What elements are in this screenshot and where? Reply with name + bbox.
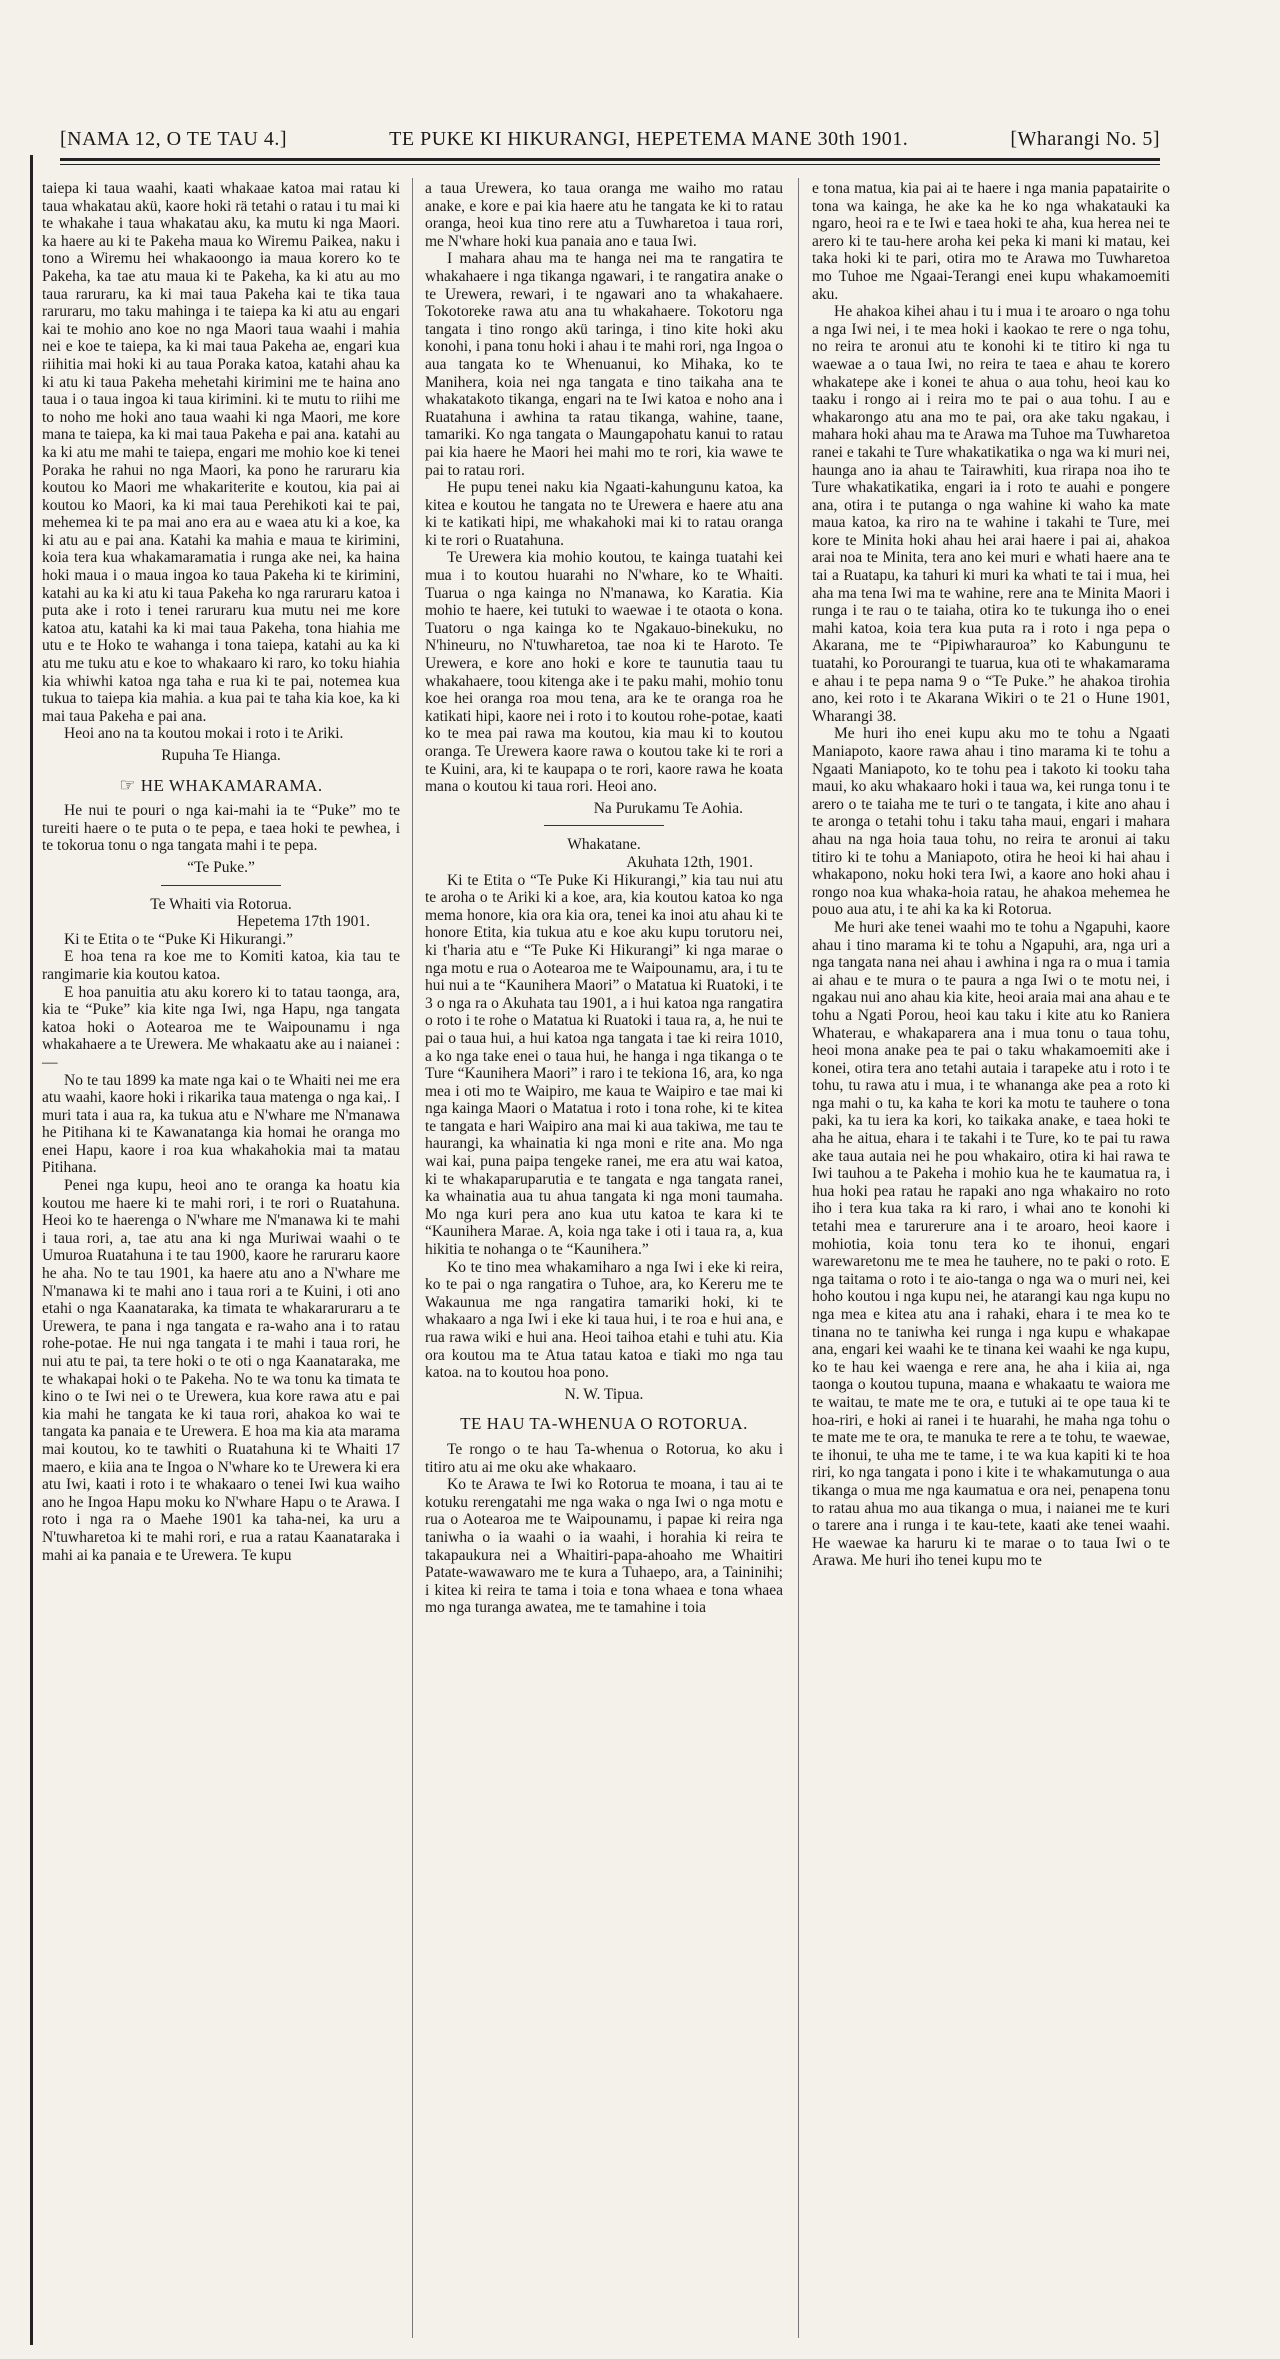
dateline-date: Akuhata 12th, 1901. xyxy=(626,853,753,871)
column-2 xyxy=(425,180,783,1617)
paragraph: e tona matua, kia pai ai te haere i nga mania papatairite o tona wa kainga, he ake ka he ko nga whakatauki ka ngaro, heoi ra e te Iwi e taea hoki te aha, kua herea nei te arero ki te tau-here aroha kei peka ki mani ki matau, kei taka hoki ki te pari, otira mo te Arawa mo Tuwharetoa mo Tuhoe me Ngaai-Terangi enei kupu whakamoemiti aku. xyxy=(812,180,1170,303)
paragraph: Me huri iho enei kupu aku mo te tohu a Ngaati Maniapoto, kaore rawa ahau i tino marama ki te tohu a Ngaati Maniapoto, ko te tohu pea i takoto ki tooku taha maui, ko aku whakaaro hoki i taua wa, kei runga tonu i te arero o te taiaha me te turi o te tangata, i kite ano ahau i te aronga o tetahi tohu i taku taha maui, engari i mahara ahau na nga hoia taua tohu, no reira te aronui ai taku titiro ki te tohu a Maniapoto, otira he heoi ki hai ahau i whakapono, noku hoki tera Iwi, a kaore ano hoki ahau i rongo noa kua whaka-hoia ratau, he ahakoa mehemea he pouo aua atu, i te ahi ka ka ki Rotorua. xyxy=(812,725,1170,919)
signature: Na Purukamu Te Aohia. xyxy=(593,799,743,817)
page-number: [Wharangi No. 5] xyxy=(1010,128,1160,150)
dateline-place: Te Whaiti via Rotorua. xyxy=(150,895,292,913)
column-1 xyxy=(42,180,400,1564)
paragraph: Ki te Etita o “Te Puke Ki Hikurangi,” kia tau nui atu te aroha o te Ariki ki a koe, ara, kia koutou katoa ko nga mema honore, kia ora kia ora, tenei ka inoi atu ahau ki te honore Etita, kia tukua atu e koe aku kupu torutoru nei, ki t'haria atu e “Te Puke Ki Hikurangi” ki nga marae o nga motu e rua o Aotearoa me te Waipounamu, ara, i tu te hui nui a te “Kaunihera Maori” o Matatua ki Ruatoki, i te 3 o nga ra o Akuhata tau 1901, a i hui katoa nga rangatira o roto i te rohe o Matatua ki Ruatoki i taua ra, a, he nui te pai o taua hui, a hui katoa nga tangata i tae ki reira 1010, a ko nga take enei o taua hui, he hanga i nga tikanga o te Ture “Kaunihera Maori” i raro i te tekiona 16, ara, ko nga mea i oti mo te Waipiro, me kaua te Waipiro e tae mai ki nga kainga Maori o Matatua i roto i tona rohe, ki te kitea te tangata e hari Waipiro ana mai ki aua takiwa, me tau te haurangi, ka whainatia ki nga moni e rite ana. Mo nga wai kai, puna paipa tengeke ranei, me era atu wai katoa, ki te whakaparuparutia e te tangata e nga tangata ranei, ka whainatia aua tu ahua tangata ki nga moni taumaha. Mo nga kuri pera ano kua utu katoa te kara ki te “Kaunihera Marae. A, koia nga take i oti i taua ra, a, kua hikitia te nohanga o te “Kaunihera.” xyxy=(425,871,783,1259)
divider xyxy=(544,825,664,826)
paragraph: I mahara ahau ma te hanga nei ma te rangatira te whakahaere i nga tikanga ngawari, i te rangatira anake o te Urewera, rewari, i te ngawari ano ta whakahaere. Tokotoreke rawa atu ana tu whakahaere. Tokotoru nga tangata i tino rongo akü taringa, i tino kite hoki aku konohi, i pana tonu hoki i ahau i te mahi rori, nga Ingoa o aua tangata ko te Whenuanui, ko Mihaka, ko te Manihera, koia nei nga tangata e tino taikaha ana te whakatakoto tikanga, engari na te Iwi katoa e noho ana i Ruatahuna i awhina ta ratau tikanga, wahine, taane, tamariki. Ko nga tangata o Maungapohatu kanui to ratau pai kia haere he Maori hei mahi mo te rori, kia wawe te pai to ratau rori. xyxy=(425,250,783,479)
dateline-date: Hepetema 17th 1901. xyxy=(236,913,370,931)
paragraph: E hoa panuitia atu aku korero ki to tatau taonga, ara, kia te “Puke” kia kite nga Iwi, nga Hapu, nga tangata katoa hoki o Aotearoa me te Waipounamu i nga whakahaere a te Urewera. Me whakaatu ake au i naianei :— xyxy=(42,983,400,1071)
signature: “Te Puke.” xyxy=(187,858,255,876)
paragraph: Ki te Etita o te “Puke Ki Hikurangi.” xyxy=(64,930,293,948)
section-heading: TE HAU TA-WHENUA O ROTORUA. xyxy=(460,1414,748,1434)
paragraph: Te Urewera kia mohio koutou, te kainga tuatahi kei mua i to koutou huarahi no N'whare, ko te Whaiti. Tuarua o nga kainga no N'manawa, ko Karatia. Kia mohio te haere, kei tutuki to waewae i te otaota o kona. Tuatoru o nga kainga ko te Ngakauo-binekuku, no N'hineuru, no N'tuwharetoa, tae noa ki te Haroto. Te Urewera, e kore ano hoki e kore te taunutia taau tu whakahaere, toou kitenga ake i te paku mahi, mohio tonu koe hei oranga roa mou tena, ara ke te oranga roa he katikati hipi, kaore nei i roto i to koutou rohe-potae, kaati ko te mea pai rawa ma koutou, kia mau ki to koutou oranga. Te Urewera kaore rawa o koutou take ki te rori a te Kuini, ara, ki te kaupapa o te rori, kaore rawa he koata mana o koutou ki taua rori. Heoi ano. xyxy=(425,549,783,796)
paragraph: Heoi ano na ta koutou mokai i roto i te Ariki. xyxy=(64,725,344,743)
newspaper-title: TE PUKE KI HIKURANGI, HEPETEMA MANE 30th 1901. xyxy=(389,128,909,150)
signature: Rupuha Te Hianga. xyxy=(161,747,281,764)
paragraph: He ahakoa kihei ahau i tu i mua i te aroaro o nga tohu a nga Iwi nei, i te mea hoki i kaokao te rere o nga tohu, no reira te aronui atu te konohi ki te titiro ki nga tu waewae a o taua Iwi, no reira te taea e ahau te korero whakatepe ake i konei te ahua o aua tohu, heoi kau ko taaku i rongo ai i reira mo te pai o aua tohu. I au e whakarongo atu ana mo te pai, ora ake taku ngakau, i mahara hoki ahau ma te Arawa ma Tuhoe ma Tuwharetoa ranei e takahi te Ture whakatikatika o nga wa ki muri nei, haunga ano ia ahau te Tairawhiti, kua rirapa noa iho te Ture whakatikatika, engari ia i roto te auahi e pongere ana, otira i te putanga o nga wahine ki waho ka mate maua katoa, ka riro na te wahine i takahi te Ture, mei kore te Minita hoki ahau hei arai haere i pai ai, ahakoa arai noa te Minita, tera ano kei muri e whati haere ana te tai a Ruatapu, ka tahuri ki muri ka whati te tai i mua, hei aha ma tena Iwi ma te wahine, rere ana te Minita Maori i runga i te rau o te taiaha, otira ko te tukunga iho o enei mahi katoa, koia tera kua puta ra i roto i nga pepa o Akarana, me te “Pipiwharauroa” ko Kabungunu te tuatahi, ko Porourangi te tuarua, kua oti te whakamarama e ahau i te pepa nama 9 o “Te Puke.” he ahakoa tirohia ano, kei roto i te Akarana Wikiri o te 21 o Hune 1901, Wharangi 38. xyxy=(812,303,1170,725)
paragraph: Ko te tino mea whakamiharo a nga Iwi i eke ki reira, ko te pai o nga rangatira o Tuhoe, ara, ko Kereru me te Wakaunua me nga rangatira tamariki hoki, ki te whakaaro a nga Iwi i eke ki taua hui, i te roa e hui ana, e rua rawa wiki e hui ana. Heoi taihoa etahi e tuhi atu. Kia ora koutou ma te Atua tatau katoa e tiaki mo nga tau katoa. na to koutou hoa pono. xyxy=(425,1258,783,1382)
column-divider xyxy=(798,178,799,2338)
paragraph: taiepa ki taua waahi, kaati whakaae katoa mai ratau ki taua whakatau akü, kaore hoki rä tetahi o ratau i tu mai ki te whakahe i taua whakatau aku, ka mutu ki nga Maori. ka haere au ki te Pakeha maua ko Wiremu Paikea, naku i tono a Wiremu hei whakaoongo ia maua korero ko te Pakeha, ka tae atu maua ki te Pakeha, ka ki atu au mo taua raruraru, ka ki mai taua Pakeha kai te tika taua raruraru, mo taku mahinga i te taiepa ka ki atu au engari kai te mohio ano koe no nga Maori taua waahi i mahia nei e koe te taiepa, ka ki mai taua Pakeha ae, engari kua riihitia mai hoki ki au taua Poraka katoa, katahi ahau ka ki atu ki taua Pakeha mehetahi kirimini me te haina ano taua i o taua ingoa ki taua kirimini. ki te mutu to riihi me to noho me hoki ano taua waahi ki nga Maori, me kore mana te taiepa, ka ki mai taua Pakeha e pai ana. katahi au ka ki atu me mahi te taiepa, engari me mohio koe ki tenei Poraka he rahui no nga Maori, ka pono he raruraru kia koutou ko Maori me whakariterite e koutou, kia pai ai koutou ko Maori, ka ki mai taua Perehikoti kai te pai, mehemea ki te pa mai ano era au e waea atu ki a koe, ka ki atu au e pai ana. Katahi ka mahia e maua te kirimini, koia tera kua whakamaramatia i runga ake nei, ka haina hoki maua i o maua ingoa ko taua Pakeha ki te kirimini, katahi au ka ki atu ki taua Pakeha ko nga raruraru katoa i puta ake i roto i tenei raruraru kua mutu nei me kore katoa atu, katahi ka ki mai taua Pakeha, tona hiahia me utu e te Hoko te wahanga i tona taiepa, katahi au ka ki atu me tuku atu e koe to whakaaro ki raro, ko toku hiahia kia whiwhi katoa nga taha e rua ki te pai, notemea kua tukua to taiepa kia mahia. a kua pai te taha kia koe, ka ki mai taua Pakeha e pai ana. xyxy=(42,180,400,725)
masthead-rule xyxy=(60,158,1160,161)
binding-rule xyxy=(30,155,33,2345)
dateline-place: Whakatane. xyxy=(567,836,641,854)
issue-number: [NAMA 12, O TE TAU 4.] xyxy=(60,128,287,150)
paragraph: He nui te pouri o nga kai-mahi ia te “Puke” mo te tureiti haere o te puta o te pepa, e taea hoki te pewhea, i te tokorua tonu o nga tangata mahi i te pepa. xyxy=(42,802,400,855)
masthead-rule-thin xyxy=(60,164,1160,165)
paragraph: He pupu tenei naku kia Ngaati-kahungunu katoa, ka kitea e koutou he tangata no te Urewera e haere atu ana ki te katikati hipi, me whakahoki mai ki to ratau oranga ki te rori o Ruatahuna. xyxy=(425,479,783,549)
signature: N. W. Tipua. xyxy=(564,1385,644,1403)
divider xyxy=(161,885,281,886)
masthead xyxy=(60,128,1160,151)
paragraph: Ko te Arawa te Iwi ko Rotorua te moana, i tau ai te kotuku rerengatahi me nga waka o nga Iwi o nga motu e rua o Aotearoa me te Waipounamu, i papae ki reira nga taniwha o ia waahi o ia waahi, i horahia ki reira te takapaukura nei a Whaitiri-papa-ahoaho me Whaitiri Patate-wawawaro me te kura a Tuhaepo, ara, a Taininihi; i kitea ki reira te tama i toia e tona whaea e tona whaea mo nga turanga awatea, me te tamahine i toia xyxy=(425,1476,783,1617)
paragraph: a taua Urewera, ko taua oranga me waiho mo ratau anake, e kore e pai kia haere atu he tangata ke ki to ratau oranga, heoi kua tino rere atu a Tuwharetoa i taua rori, me N'whare hoki kua panaia ano e taua Iwi. xyxy=(425,180,783,250)
paragraph: Penei nga kupu, heoi ano te oranga ka hoatu kia koutou me haere ki te mahi rori, i te rori o Ruatahuna. Heoi ko te haerenga o N'whare me N'manawa ki te mahi i taua rori, a, tae atu ana ki nga Muriwai waahi o te Umuroa Ruatahuna i te tau 1900, kaore he raruraru kaore he aha. No te tau 1901, ka haere atu ano a N'whare me N'manawa ki te mahi ano i taua rori a te Kuini, i oti ano etahi o nga Kaanataraka, ka timata te whakararuraru a te Urewera, te pana i nga tangata e ra-waho ana i to ratau rohe-potae. He nui nga tangata i te mahi i taua rori, he nui atu te pai, ta tere hoki o te oti o nga Kaanataraka, me te whakapai hoki o te Pakeha. No te wa tonu ka timata te kino o te Iwi nei o te Urewera, kua kore rawa atu e pai kia mahi he tangata ke ki taua rori, ahakoa ko wai te tangata ka panaia e te Urewera. E hoa ma kia ata marama mai koutou, ko te tawhiti o Ruatahuna ki te Whaiti 17 maero, e kiia ana te Ingoa o N'whare ko te Urewera ki era atu Iwi, kaati i roto i te whakaaro o tenei Iwi kua waiho ano he Ingoa Hapu moku ko N'whare Hapu o te Arawa. I roto i nga ra o Maehe 1901 ka taha-nei, ka uru a N'tuwharetoa ki te mahi rori, e rua a ratau Kaanataraka i mahi ai ka panaia e te Urewera. Te kupu xyxy=(42,1177,400,1564)
column-3 xyxy=(812,180,1170,1570)
paragraph: E hoa tena ra koe me to Komiti katoa, kia tau te rangimarie kia koutou katoa. xyxy=(42,948,400,983)
paragraph: Me huri ake tenei waahi mo te tohu a Ngapuhi, kaore ahau i tino marama ki te tohu a Ngapuhi, ara, nga uri a nga tangata nana nei ahau i awhina i nga ra o mua i tamia ai ahau e te mura o te paura a nga Iwi o te motu nei, i ngakau nui ano ahau kia kite, heoi araia mai ana ahau e te tohu a Ngati Porou, heoi kau taku i kite atu ko Raniera Whaterau, e whakaparera ana i mua tonu o taua tohu, heoi mona anake pea te pai o taku whakamoemiti ake i konei, otira tera ano tetahi autaia i tarapeke atu i roto i te tohu, tu rawa atu i mua, i te whananga ake pea a roto ki nga mahi o tu, ka kaha te kori ka motu te tauhere o tona paki, ka tu iera ka kori, ko taikaka anake, e taea hoki te aha he aitua, ehara i te takahi i te Ture, ko te pai tu rawa ake taua autaia nei he pou whakairo, otira ki hai rawa te Iwi tauhou a te Pakeha i mohio kua he te kaumatua ra, i hua hoki pea ratau he rapaki ano nga whakairo no roto iho i tera kua taka ra ki raro, i whai ano te konohi ki tetahi mea e tarurerure ana i te aroaro, heoi kaore i mohiotia, koia tonu tera ko te ihonui, engari warewaretonu me te mea he tauhere, no te paki o roto. E nga taitama o roto i te aio-tanga o nga wa o muri nei, kei hoho koutou i nga kupu nei, he atarangi kau nga kupu no nga mea e kitea atu ana i rahaki, ehara i te mea ko te tinana no te taniwha kei runga i nga kupu e whakapae ana, engari kei waahi ke te tinana kei waahi ke nga kupu, ko te hau kei waenga e rere ana, he aha i kiia ai, nga taonga o koutou tupuna, maana e whakaatu te waiora me te waitau, te mate me te ora, e tutuki ai te ope taua ki te hoa-riri, e hoki ai ranei i te huarahi, he maha nga tohu o te mate me te ora, te manuka te rere a te tohu, te waewae, te ihonui, te uha me te tame, i te wa kua kapiti ki te hoa riri, ko nga tangata i pono i kite i te whakamutunga o aua tikanga o mua me nga kaumatua e ora nei, penapena tonu to ratau ahua mo aua tikanga o mua, i naianei me te kuri o tarere ana i runga i te kau-tete, kaati ake tenei waahi. He waewae ka haruru ki te marae o to taua Iwi o te Arawa. Me huri iho tenei kupu mo te xyxy=(812,918,1170,1570)
column-divider xyxy=(412,178,413,2338)
pointing-hand-icon: ☞ xyxy=(119,774,136,795)
section-heading: ☞ HE WHAKAMARAMA. xyxy=(119,774,323,795)
paragraph: No te tau 1899 ka mate nga kai o te Whaiti nei me era atu waahi, kaore hoki i rikarika taua matenga o nga kai,. I muri tata i aua ra, ka tukua atu e N'whare me N'manawa he Pitihana ki te Kawanatanga kia homai he oranga mo enei Hapu, kaore i roa kua whakahokia mai ta matau Pitihana. xyxy=(42,1071,400,1177)
paragraph: Te rongo o te hau Ta-whenua o Rotorua, ko aku i titiro atu ai me oku ake whakaaro. xyxy=(425,1440,783,1476)
